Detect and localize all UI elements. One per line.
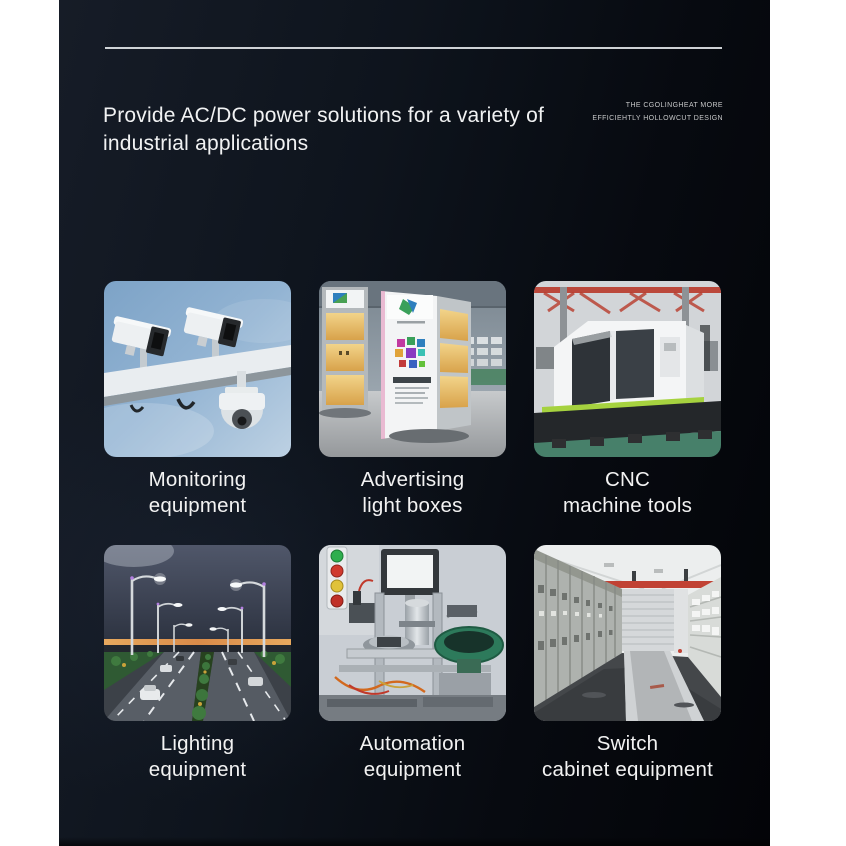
tile-caption bbox=[319, 467, 506, 519]
caption-line1: Automation bbox=[359, 732, 466, 755]
automation-machine-photo bbox=[319, 545, 506, 721]
cctv-illustration bbox=[104, 281, 291, 457]
application-tile-automation bbox=[319, 545, 506, 783]
tile-caption bbox=[534, 731, 721, 783]
caption-line2: light boxes bbox=[362, 494, 463, 517]
caption-line2: equipment bbox=[148, 758, 247, 781]
tile-caption bbox=[104, 731, 291, 783]
application-tile-cnc bbox=[534, 281, 721, 519]
application-tile-lighting bbox=[104, 545, 291, 783]
street-lighting-photo bbox=[104, 545, 291, 721]
street-lights-illustration bbox=[104, 545, 291, 721]
application-tile-advertising bbox=[319, 281, 506, 519]
advertising-lightbox-photo bbox=[319, 281, 506, 457]
caption-line1: Advertising bbox=[360, 468, 465, 491]
caption-line1: Switch bbox=[596, 732, 659, 755]
divider-line bbox=[105, 47, 722, 49]
application-tile-monitoring bbox=[104, 281, 291, 519]
caption-line1: CNC bbox=[604, 468, 650, 491]
caption-line2: machine tools bbox=[562, 494, 693, 517]
caption-line2: equipment bbox=[148, 494, 247, 517]
tagline bbox=[592, 99, 723, 125]
caption-line1: Lighting bbox=[160, 732, 235, 755]
lightbox-illustration bbox=[319, 281, 506, 457]
tile-caption bbox=[534, 467, 721, 519]
cnc-illustration bbox=[534, 281, 721, 457]
switchgear-illustration bbox=[534, 545, 721, 721]
page-title: Provide AC/DC power solutions for a variety of industrial applications bbox=[103, 104, 545, 156]
content-panel bbox=[59, 0, 770, 846]
caption-line1: Monitoring bbox=[148, 468, 247, 491]
caption-line2: equipment bbox=[363, 758, 462, 781]
tagline-line2: EFFICIEHTLY HOLLOWCUT DESIGN bbox=[592, 115, 723, 122]
tile-caption bbox=[319, 731, 506, 783]
cctv-cameras-photo bbox=[104, 281, 291, 457]
tagline-line1: THE CGOLINGHEAT MORE bbox=[625, 102, 723, 109]
switchgear-room-photo bbox=[534, 545, 721, 721]
tile-caption bbox=[104, 467, 291, 519]
application-tile-switch-cabinet bbox=[534, 545, 721, 783]
applications-grid bbox=[104, 281, 721, 783]
cnc-machine-photo bbox=[534, 281, 721, 457]
caption-line2: cabinet equipment bbox=[542, 758, 713, 781]
automation-illustration bbox=[319, 545, 506, 721]
